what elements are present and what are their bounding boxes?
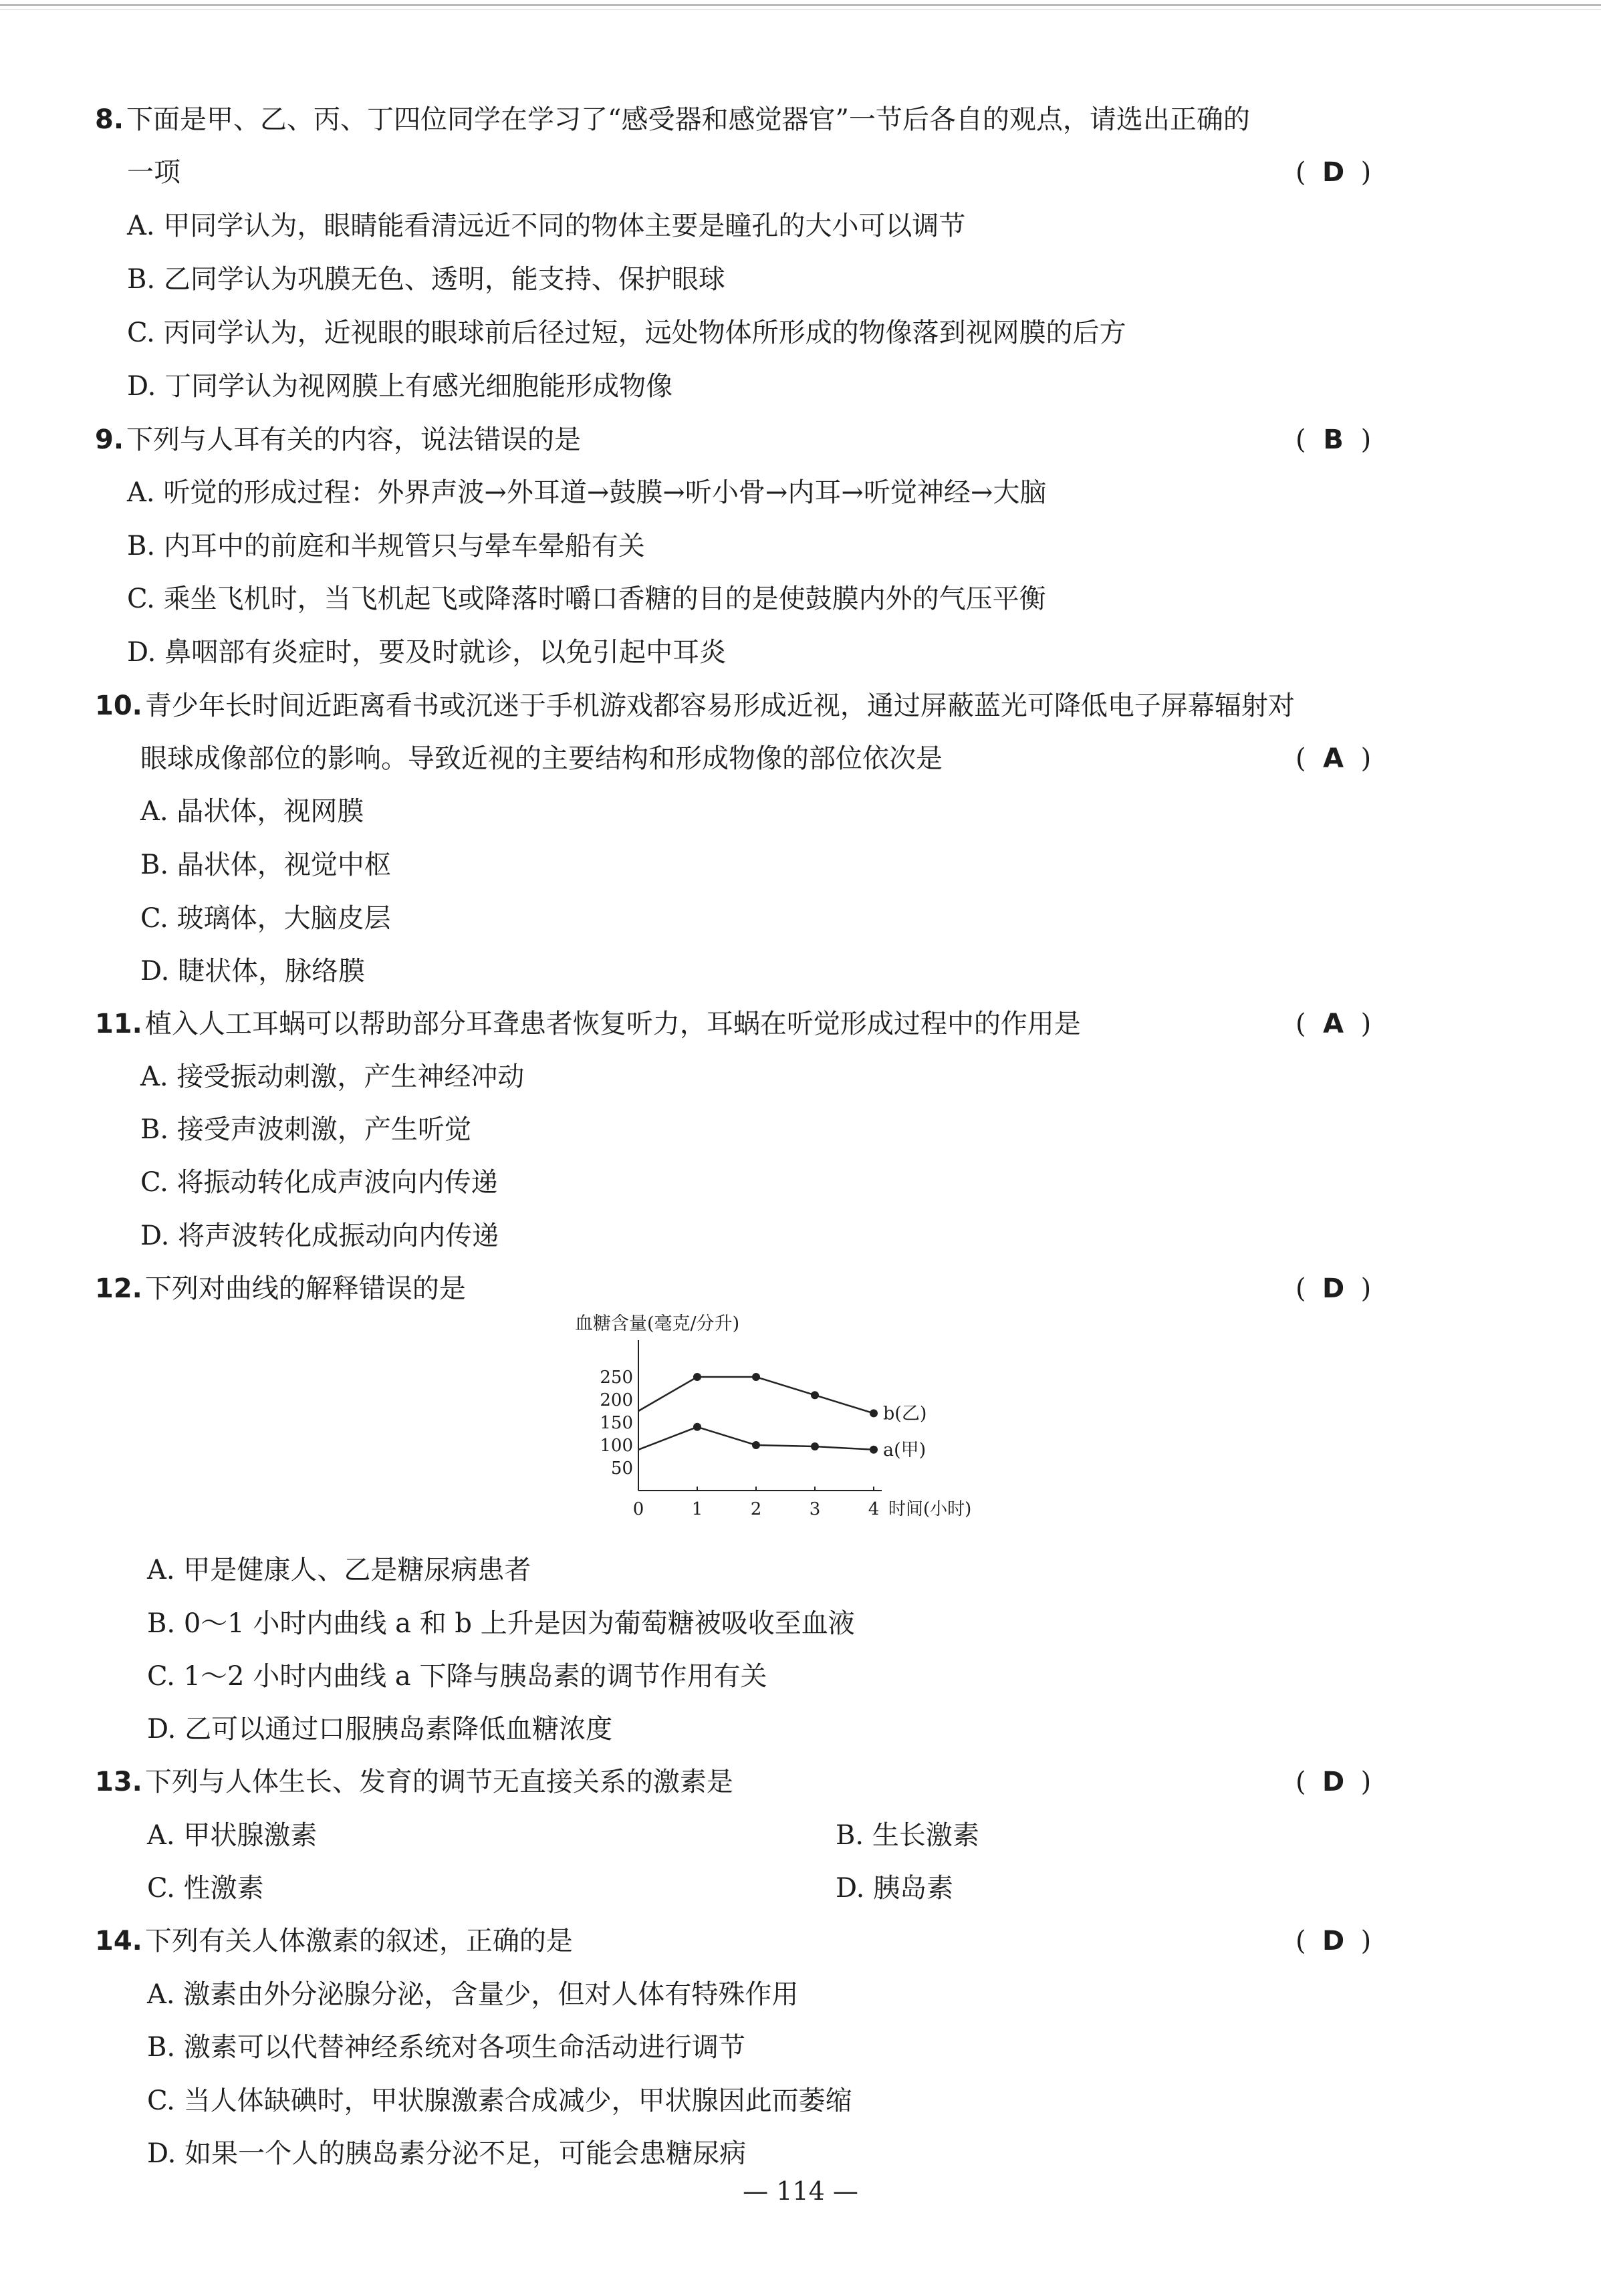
data-point	[693, 1373, 701, 1381]
y-axis-label: 血糖含量(毫克/分升)	[575, 1313, 740, 1334]
q10-answer-letter: A	[1323, 743, 1344, 774]
q11-option-b: B. 接受声波刺激，产生听觉	[140, 1114, 471, 1145]
data-point	[811, 1391, 819, 1399]
q10-number: 10.	[95, 690, 142, 721]
q10-answer: ( A )	[1296, 743, 1372, 774]
q9-answer: ( B )	[1296, 424, 1372, 455]
x-tick-label: 1	[691, 1499, 703, 1519]
y-tick-label: 50	[610, 1458, 633, 1479]
q12-answer: ( D )	[1296, 1273, 1372, 1304]
q10-option-b: B. 晶状体，视觉中枢	[140, 850, 391, 880]
q10-option-a: A. 晶状体，视网膜	[140, 796, 364, 827]
q8-option-d: D. 丁同学认为视网膜上有感光细胞能形成物像	[127, 371, 673, 402]
x-tick-label: 0	[632, 1499, 644, 1519]
q13-stem-line1	[95, 1766, 733, 1798]
x-axis-label: 时间(小时)	[888, 1499, 972, 1519]
x-tick-label: 3	[809, 1499, 821, 1519]
q11-option-d: D. 将声波转化成振动向内传递	[140, 1221, 499, 1251]
y-tick-label: 200	[600, 1390, 633, 1410]
q14-option-d: D. 如果一个人的胰岛素分泌不足，可能会患糖尿病	[147, 2138, 747, 2169]
y-tick-label: 250	[600, 1368, 633, 1388]
q14-option-a: A. 激素由外分泌腺分泌，含量少，但对人体有特殊作用	[147, 1979, 799, 2010]
q9-option-a: A. 听觉的形成过程：外界声波→外耳道→鼓膜→听小骨→内耳→听觉神经→大脑	[127, 477, 1047, 508]
q9-number: 9.	[95, 424, 124, 455]
q12-stem-line1	[95, 1273, 466, 1305]
q12-option-d: D. 乙可以通过口服胰岛素降低血糖浓度	[147, 1714, 613, 1745]
q8-option-a: A. 甲同学认为，眼睛能看清远近不同的物体主要是瞳孔的大小可以调节	[127, 211, 966, 241]
blood-sugar-chart	[575, 1313, 1003, 1527]
q8-stem-line1	[95, 104, 1250, 136]
q8-number: 8.	[95, 104, 124, 135]
data-point	[752, 1441, 760, 1449]
q10-stem-text: 青少年长时间近距离看书或沉迷于手机游戏都容易形成近视，通过屏蔽蓝光可降低电子屏幕辐射对	[144, 690, 1295, 721]
q12-answer-letter: D	[1322, 1273, 1345, 1304]
q12-stem-text: 下列对曲线的解释错误的是	[144, 1273, 466, 1304]
series-label: b(乙)	[883, 1403, 927, 1424]
top-rule	[0, 4, 1601, 6]
q11-stem-text: 植入人工耳蜗可以帮助部分耳聋患者恢复听力，耳蜗在听觉形成过程中的作用是	[144, 1009, 1081, 1039]
q13-answer: ( D )	[1296, 1767, 1372, 1797]
q13-answer-letter: D	[1322, 1767, 1345, 1797]
q13-option-c: C. 性激素	[147, 1873, 264, 1904]
q10-stem-line1	[95, 690, 1295, 722]
q14-option-c: C. 当人体缺碘时，甲状腺激素合成减少，甲状腺因此而萎缩	[147, 2085, 852, 2116]
q11-option-a: A. 接受振动刺激，产生神经冲动	[140, 1061, 525, 1092]
q12-option-a: A. 甲是健康人、乙是糖尿病患者	[147, 1555, 531, 1585]
q10-stem-line2: 眼球成像部位的影响。导致近视的主要结构和形成物像的部位依次是	[140, 743, 943, 774]
series-label: a(甲)	[883, 1439, 927, 1460]
q12-option-b: B. 0～1 小时内曲线 a 和 b 上升是因为葡萄糖被吸收至血液	[147, 1608, 855, 1639]
q13-option-b: B. 生长激素	[836, 1820, 979, 1851]
q13-option-d: D. 胰岛素	[836, 1873, 954, 1904]
q11-stem-line1	[95, 1008, 1081, 1040]
q11-answer-letter: A	[1323, 1009, 1344, 1039]
q9-option-c: C. 乘坐飞机时，当飞机起飞或降落时嚼口香糖的目的是使鼓膜内外的气压平衡	[127, 584, 1046, 614]
q11-option-c: C. 将振动转化成声波向内传递	[140, 1167, 498, 1198]
q8-answer: ( D )	[1296, 157, 1372, 188]
q14-number: 14.	[95, 1926, 142, 1956]
q8-stem-line2: 一项	[127, 157, 180, 188]
q14-answer-letter: D	[1322, 1926, 1345, 1956]
data-point	[870, 1409, 878, 1417]
q13-option-a: A. 甲状腺激素	[147, 1820, 318, 1851]
q9-answer-letter: B	[1323, 424, 1344, 455]
q9-stem-line1	[95, 424, 581, 456]
q8-stem-text: 下面是甲、乙、丙、丁四位同学在学习了“感受器和感觉器官”一节后各自的观点，请选出正确的	[126, 104, 1250, 135]
q14-stem-text: 下列有关人体激素的叙述，正确的是	[144, 1926, 573, 1956]
q10-option-c: C. 玻璃体，大脑皮层	[140, 903, 391, 934]
data-point	[811, 1442, 819, 1450]
q13-stem-text: 下列与人体生长、发育的调节无直接关系的激素是	[144, 1767, 733, 1797]
q9-option-b: B. 内耳中的前庭和半规管只与晕车晕船有关	[127, 531, 645, 561]
q14-answer: ( D )	[1296, 1926, 1372, 1956]
q14-option-b: B. 激素可以代替神经系统对各项生命活动进行调节	[147, 2032, 745, 2063]
top-rule-thin	[0, 9, 1601, 10]
q11-answer: ( A )	[1296, 1009, 1372, 1039]
y-tick-label: 150	[600, 1413, 633, 1433]
y-tick-label: 100	[600, 1436, 633, 1456]
q14-stem-line1	[95, 1925, 573, 1957]
q8-answer-letter: D	[1322, 157, 1345, 188]
data-point	[870, 1446, 878, 1454]
x-tick-label: 4	[868, 1499, 880, 1519]
x-tick-label: 2	[750, 1499, 762, 1519]
q12-option-c: C. 1～2 小时内曲线 a 下降与胰岛素的调节作用有关	[147, 1661, 767, 1692]
q11-number: 11.	[95, 1009, 142, 1039]
q9-stem-text: 下列与人耳有关的内容，说法错误的是	[126, 424, 582, 455]
series-line	[638, 1377, 874, 1413]
q10-option-d: D. 睫状体，脉络膜	[140, 956, 366, 987]
q12-number: 12.	[95, 1273, 142, 1304]
q8-option-b: B. 乙同学认为巩膜无色、透明，能支持、保护眼球	[127, 264, 725, 295]
data-point	[752, 1373, 760, 1381]
page-number: — 114 —	[743, 2176, 858, 2206]
data-point	[693, 1423, 701, 1431]
q9-option-d: D. 鼻咽部有炎症时，要及时就诊，以免引起中耳炎	[127, 637, 727, 668]
q13-number: 13.	[95, 1767, 142, 1797]
q8-option-c: C. 丙同学认为，近视眼的眼球前后径过短，远处物体所形成的物像落到视网膜的后方	[127, 317, 1126, 348]
